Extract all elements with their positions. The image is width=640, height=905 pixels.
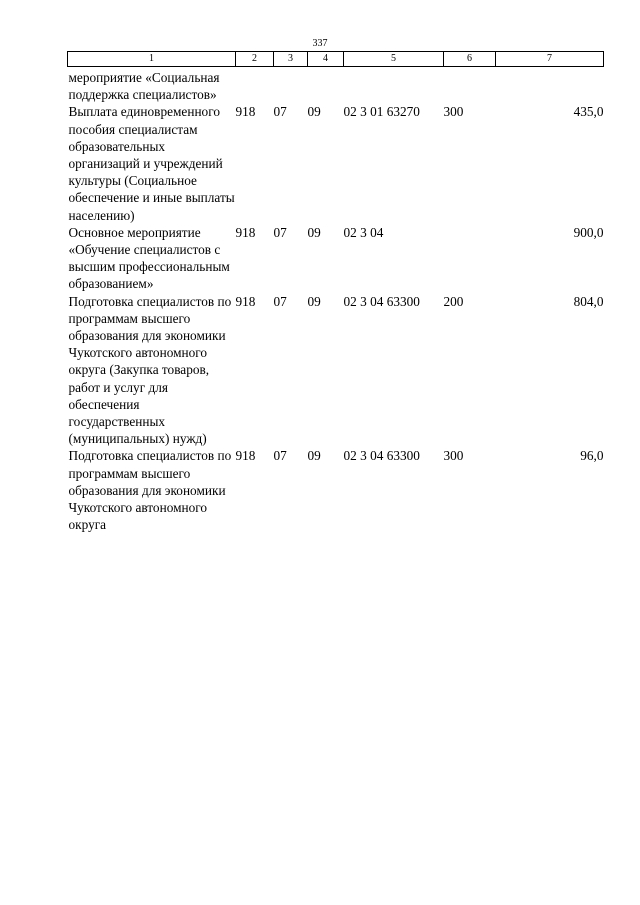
row-target-article: 02 3 04 63300 [343, 293, 420, 309]
column-header-6: 6 [444, 52, 496, 67]
row-expense-type [444, 67, 496, 104]
row-subsection [308, 67, 344, 104]
row-section [274, 67, 308, 104]
row-amount: 435,0 [573, 104, 604, 120]
row-subsection: 09 [307, 448, 321, 464]
column-header-1: 1 [68, 52, 236, 67]
column-header-4: 4 [308, 52, 344, 67]
row-name: Подготовка специалистов по программам высшего образования для экономики Чукотского автономного округа (Закупка товаров, работ и услуг для обеспечения государственных (муниципальных) нужд) [68, 293, 232, 447]
table-header [68, 52, 604, 67]
row-name: Выплата единовременного пособия специалистам образовательных организаций и учреждений культуры (Социальное обеспечение и иные выплаты населению) [68, 104, 235, 223]
column-header-3: 3 [274, 52, 308, 67]
row-name: Основное мероприятие «Обучение специалистов с высшим профессиональным образованием» [68, 224, 230, 292]
row-grbs [236, 67, 274, 104]
budget-table [67, 51, 604, 533]
row-target-article: 02 3 01 63270 [343, 104, 420, 120]
row-target-article [344, 67, 444, 104]
table-row [68, 67, 604, 104]
row-amount [496, 67, 604, 104]
row-subsection: 09 [307, 224, 321, 240]
column-header-5: 5 [344, 52, 444, 67]
table-row [68, 293, 604, 448]
row-amount: 96,0 [580, 448, 604, 464]
row-section: 07 [273, 293, 287, 309]
row-name: Подготовка специалистов по программам высшего образования для экономики Чукотского автономного округа [68, 448, 232, 533]
row-expense-type: 200 [443, 293, 464, 309]
row-section: 07 [273, 448, 287, 464]
row-grbs: 918 [235, 224, 256, 240]
row-subsection: 09 [307, 104, 321, 120]
table-row [68, 447, 604, 533]
row-grbs: 918 [235, 448, 256, 464]
row-target-article: 02 3 04 [343, 224, 384, 240]
row-grbs: 918 [235, 104, 256, 120]
row-amount: 900,0 [573, 224, 604, 240]
row-section: 07 [273, 104, 287, 120]
row-amount: 804,0 [573, 293, 604, 309]
table-body [68, 67, 604, 534]
page-number: 337 [312, 38, 328, 49]
row-target-article: 02 3 04 63300 [343, 448, 420, 464]
header-row [68, 52, 604, 67]
column-header-2: 2 [236, 52, 274, 67]
row-expense-type [444, 224, 496, 293]
row-section: 07 [273, 224, 287, 240]
row-subsection: 09 [307, 293, 321, 309]
row-expense-type: 300 [443, 448, 464, 464]
row-name: мероприятие «Социальная поддержка специалистов» [68, 70, 220, 103]
row-expense-type: 300 [443, 104, 464, 120]
column-header-7: 7 [496, 52, 604, 67]
table-row [68, 224, 604, 293]
table-row [68, 103, 604, 223]
row-grbs: 918 [235, 293, 256, 309]
